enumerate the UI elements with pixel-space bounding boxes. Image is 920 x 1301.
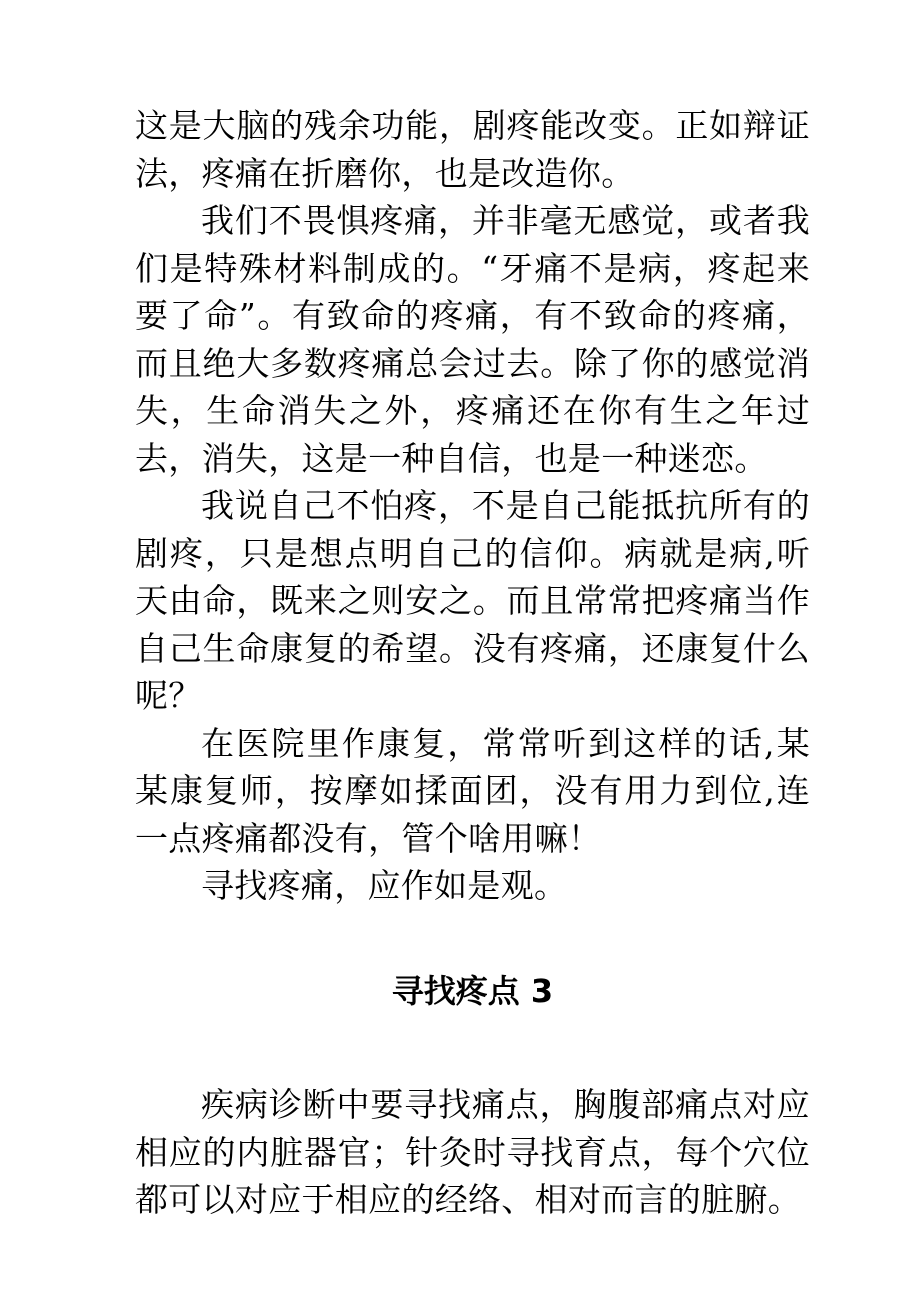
section-heading: 寻找疼点 3 [391, 971, 554, 1010]
paragraph: 我说自己不怕疼，不是自己能抵抗所有的剧疼，只是想点明自己的信仰。病就是病,听天由命，既来之则安之。而且常常把疼痛当作自己生命康复的希望。没有疼痛，还康复什么呢？ [135, 486, 810, 715]
paragraph: 在医院里作康复，常常听到这样的话,某某康复师，按摩如揉面团，没有用力到位,连一点疼痛都没有，管个啥用嘛！ [135, 723, 810, 858]
paragraph: 寻找疼痛，应作如是观。 [201, 866, 568, 905]
paragraph: 我们不畏惧疼痛，并非毫无感觉，或者我们是特殊材料制成的。“牙痛不是病，疼起来要了命”。有致命的疼痛，有不致命的疼痛，而且绝大多数疼痛总会过去。除了你的感觉消失，生命消失之外，疼痛还在你有生之年过去，消失，这是一种自信，也是一种迷恋。 [135, 201, 810, 478]
paragraph: 疾病诊断中要寻找痛点，胸腹部痛点对应相应的内脏器官；针灸时寻找育点，每个穴位都可以对应于相应的经络、相对而言的脏腑。 [135, 1085, 810, 1219]
section-heading-block [135, 968, 810, 1016]
document-page [135, 102, 810, 1224]
paragraph-continued: 这是大脑的残余功能，剧疼能改变。正如辩证法，疼痛在折磨你，也是改造你。 [135, 106, 810, 193]
